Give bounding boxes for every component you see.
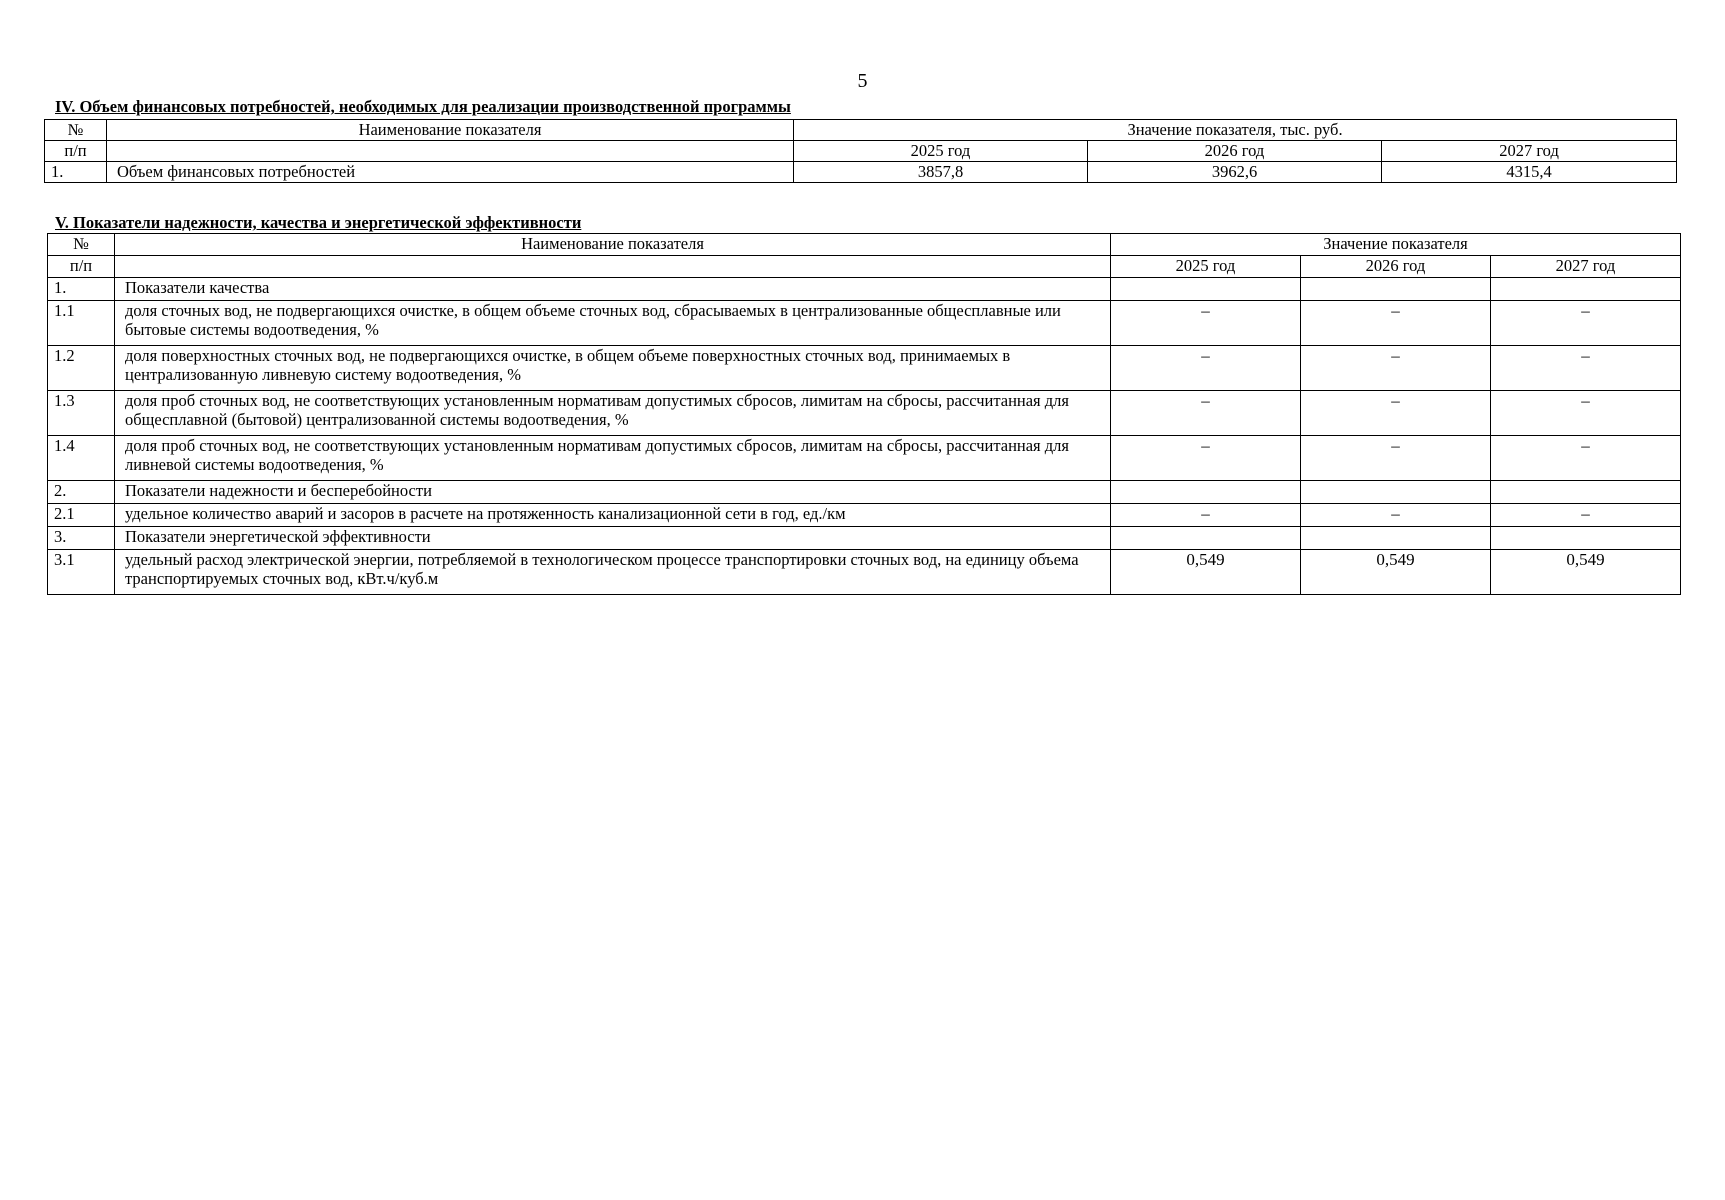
table-row bbox=[48, 391, 1681, 436]
row-value: – bbox=[1111, 436, 1301, 481]
header-value: Значение показателя bbox=[1111, 234, 1681, 256]
row-name: доля поверхностных сточных вод, не подвергающихся очистке, в общем объеме поверхностных сточных вод, принимаемых в централизованную ливневую систему водоотведения, % bbox=[115, 346, 1111, 391]
row-value: – bbox=[1301, 391, 1491, 436]
row-name: Объем финансовых потребностей bbox=[107, 162, 794, 183]
row-number: 3.1 bbox=[48, 550, 115, 595]
row-value: – bbox=[1491, 301, 1681, 346]
reliability-quality-table bbox=[47, 233, 1681, 595]
row-value bbox=[1111, 527, 1301, 550]
header-year: 2027 год bbox=[1491, 256, 1681, 278]
row-value bbox=[1111, 481, 1301, 504]
row-number: 1.2 bbox=[48, 346, 115, 391]
header-value: Значение показателя, тыс. руб. bbox=[794, 120, 1677, 141]
row-value: 0,549 bbox=[1111, 550, 1301, 595]
row-value: – bbox=[1491, 346, 1681, 391]
header-name: Наименование показателя bbox=[107, 120, 794, 141]
row-number: 1.1 bbox=[48, 301, 115, 346]
row-value bbox=[1301, 527, 1491, 550]
row-number: 2.1 bbox=[48, 504, 115, 527]
table-row bbox=[48, 278, 1681, 301]
table-row bbox=[48, 346, 1681, 391]
row-number: 1. bbox=[48, 278, 115, 301]
table-row bbox=[48, 481, 1681, 504]
header-num-bottom: п/п bbox=[48, 256, 115, 278]
row-number: 2. bbox=[48, 481, 115, 504]
header-year: 2026 год bbox=[1301, 256, 1491, 278]
header-name: Наименование показателя bbox=[115, 234, 1111, 256]
row-value bbox=[1301, 278, 1491, 301]
row-number: 1.3 bbox=[48, 391, 115, 436]
row-name: удельный расход электрической энергии, потребляемой в технологическом процессе транспортировки сточных вод, на единицу объема транспортируемых сточных вод, кВт.ч/куб.м bbox=[115, 550, 1111, 595]
header-year: 2025 год bbox=[1111, 256, 1301, 278]
row-name: удельное количество аварий и засоров в расчете на протяженность канализационной сети в год, ед./км bbox=[115, 504, 1111, 527]
row-value bbox=[1491, 278, 1681, 301]
header-num-bottom: п/п bbox=[45, 141, 107, 162]
row-value: – bbox=[1301, 436, 1491, 481]
row-value bbox=[1491, 481, 1681, 504]
financial-needs-table bbox=[44, 119, 1677, 183]
header-name-continued bbox=[115, 256, 1111, 278]
header-num-top: № bbox=[48, 234, 115, 256]
row-name: доля сточных вод, не подвергающихся очистке, в общем объеме сточных вод, сбрасываемых в централизованные общесплавные или бытовые системы водоотведения, % bbox=[115, 301, 1111, 346]
header-year: 2025 год bbox=[794, 141, 1088, 162]
row-value: – bbox=[1111, 346, 1301, 391]
table-row bbox=[48, 436, 1681, 481]
row-value: 3857,8 bbox=[794, 162, 1088, 183]
row-number: 1. bbox=[45, 162, 107, 183]
row-value bbox=[1301, 481, 1491, 504]
row-name: Показатели качества bbox=[115, 278, 1111, 301]
table-row bbox=[48, 550, 1681, 595]
row-value: – bbox=[1111, 391, 1301, 436]
row-value: 0,549 bbox=[1491, 550, 1681, 595]
row-value: – bbox=[1491, 436, 1681, 481]
row-name: Показатели надежности и бесперебойности bbox=[115, 481, 1111, 504]
row-name: доля проб сточных вод, не соответствующих установленным нормативам допустимых сбросов, лимитам на сбросы, рассчитанная для общесплавной (бытовой) централизованной системы водоотведения, % bbox=[115, 391, 1111, 436]
section-5-title: V. Показатели надежности, качества и энергетической эффективности bbox=[55, 213, 582, 232]
table-row bbox=[48, 504, 1681, 527]
table-row bbox=[48, 301, 1681, 346]
row-value: – bbox=[1491, 391, 1681, 436]
header-num-top: № bbox=[45, 120, 107, 141]
row-value: – bbox=[1111, 504, 1301, 527]
row-number: 1.4 bbox=[48, 436, 115, 481]
row-value bbox=[1111, 278, 1301, 301]
row-name: Показатели энергетической эффективности bbox=[115, 527, 1111, 550]
row-number: 3. bbox=[48, 527, 115, 550]
row-value bbox=[1491, 527, 1681, 550]
table-row bbox=[48, 527, 1681, 550]
header-year: 2026 год bbox=[1088, 141, 1382, 162]
section-4-title: IV. Объем финансовых потребностей, необходимых для реализации производственной программы bbox=[55, 97, 791, 116]
row-value: 0,549 bbox=[1301, 550, 1491, 595]
row-value: 4315,4 bbox=[1382, 162, 1677, 183]
table-row bbox=[45, 162, 1677, 183]
row-name: доля проб сточных вод, не соответствующих установленным нормативам допустимых сбросов, лимитам на сбросы, рассчитанная для ливневой системы водоотведения, % bbox=[115, 436, 1111, 481]
row-value: – bbox=[1491, 504, 1681, 527]
row-value: 3962,6 bbox=[1088, 162, 1382, 183]
row-value: – bbox=[1301, 346, 1491, 391]
header-name-continued bbox=[107, 141, 794, 162]
row-value: – bbox=[1301, 504, 1491, 527]
row-value: – bbox=[1111, 301, 1301, 346]
header-year: 2027 год bbox=[1382, 141, 1677, 162]
page-number: 5 bbox=[857, 70, 868, 92]
row-value: – bbox=[1301, 301, 1491, 346]
